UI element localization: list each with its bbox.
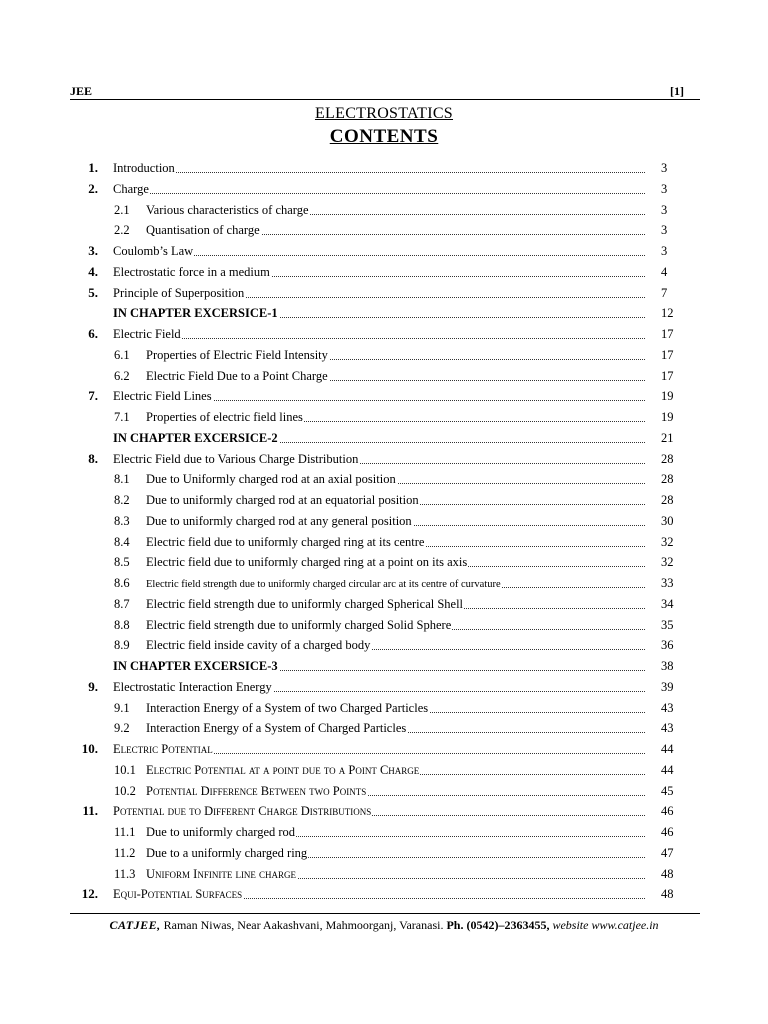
toc-entry — [146, 843, 645, 863]
header-rule — [70, 99, 700, 100]
toc-entry — [113, 739, 645, 759]
toc-section-number: 7. — [88, 388, 98, 404]
toc-page-number: 44 — [661, 762, 674, 777]
toc-entry-title: Electric Field Due to a Point Charge — [146, 368, 328, 383]
toc-entry-title: IN CHAPTER EXCERSICE-3 — [113, 659, 278, 673]
toc-subsection-number: 10.1 — [114, 762, 136, 777]
toc-page-number: 7 — [661, 285, 668, 300]
toc-entry-title: Charge — [113, 181, 149, 196]
toc-subsection-number: 8.9 — [114, 638, 130, 653]
toc-entry-title: Electrostatic force in a medium — [113, 264, 270, 279]
dot-leader — [113, 172, 645, 173]
toc-entry-title: Electric field strength due to uniformly charged Solid Sphere — [146, 617, 452, 632]
toc-row[interactable] — [0, 843, 768, 863]
toc-row[interactable] — [0, 386, 768, 406]
toc-row[interactable] — [0, 303, 768, 323]
toc-entry — [146, 698, 645, 718]
toc-section-number: 12. — [81, 886, 98, 902]
toc-entry-title: Properties of Electric Field Intensity — [146, 347, 328, 362]
toc-page-number: 17 — [661, 327, 674, 341]
toc-entry-title: Quantisation of charge — [146, 223, 260, 238]
toc-row[interactable] — [0, 449, 768, 469]
toc-subsection-number: 8.1 — [114, 472, 130, 487]
toc-section-number: 10. — [81, 741, 98, 756]
toc-section-number: 5. — [88, 284, 98, 300]
toc-entry — [146, 200, 645, 220]
toc-page-number: 32 — [661, 534, 674, 549]
toc-entry-title: Uniform Infinite line charge — [146, 866, 297, 881]
header-left: JEE — [70, 84, 93, 98]
toc-row[interactable] — [0, 760, 768, 780]
toc-section-number: 8. — [88, 450, 98, 466]
toc-entry-title: Electric field inside cavity of a charged body — [146, 638, 371, 653]
toc-subsection-number: 10.2 — [114, 783, 136, 798]
toc-page-number: 28 — [661, 493, 674, 507]
toc-entry-title: Principle of Superposition — [113, 285, 245, 300]
toc-page-number: 43 — [661, 721, 674, 736]
toc-row[interactable] — [0, 158, 768, 178]
toc-entry-title: Electric Potential — [113, 742, 213, 756]
toc-entry — [113, 158, 645, 178]
page-footer — [0, 918, 768, 933]
toc-entry — [146, 864, 645, 884]
toc-entry-title: Interaction Energy of a System of two Charged Particles — [146, 700, 429, 715]
toc-subsection-number: 2.1 — [114, 202, 130, 217]
toc-entry — [146, 635, 645, 655]
toc-row[interactable] — [0, 200, 768, 220]
toc-page-number: 4 — [661, 264, 668, 279]
toc-row[interactable] — [0, 428, 768, 448]
toc-entry-title: Potential due to Different Charge Distributions — [113, 804, 372, 819]
toc-entry-title: Various characteristics of charge — [146, 202, 309, 217]
toc-subsection-number: 11.2 — [114, 845, 136, 860]
toc-subsection-number: 8.5 — [114, 555, 130, 570]
toc-row[interactable] — [0, 573, 768, 593]
footer-brand: CATJEE, — [109, 918, 161, 932]
toc-entry-title: Equi-Potential Surfaces — [113, 887, 243, 902]
toc-page-number: 43 — [661, 700, 674, 715]
toc-row[interactable] — [0, 220, 768, 240]
toc-row[interactable] — [0, 552, 768, 572]
toc-row[interactable] — [0, 469, 768, 489]
toc-row[interactable] — [0, 718, 768, 738]
toc-entry — [146, 594, 645, 614]
toc-row[interactable] — [0, 822, 768, 842]
toc-page-number: 3 — [661, 161, 668, 175]
toc-subsection-number: 8.4 — [114, 534, 130, 549]
toc-section-number: 9. — [88, 678, 98, 694]
toc-entry-title: Potential Difference Between two Points — [146, 783, 367, 798]
toc-subsection-number: 2.2 — [114, 223, 130, 238]
toc-entry — [146, 469, 645, 489]
toc-page-number: 30 — [661, 513, 674, 528]
toc-entry — [113, 428, 645, 448]
toc-entry — [146, 366, 645, 386]
toc-page-number: 3 — [661, 202, 668, 217]
toc-row[interactable] — [0, 283, 768, 303]
toc-row[interactable] — [0, 864, 768, 884]
toc-row[interactable] — [0, 407, 768, 427]
toc-entry-title: Electric Potential at a point due to a Point Charge — [146, 762, 420, 777]
toc-entry — [146, 490, 645, 510]
toc-row[interactable] — [0, 615, 768, 635]
toc-page-number: 3 — [661, 244, 668, 258]
toc-page-number: 39 — [661, 679, 674, 694]
toc-row[interactable] — [0, 532, 768, 552]
toc-entry — [113, 324, 645, 344]
toc-row[interactable] — [0, 262, 768, 282]
toc-row[interactable] — [0, 801, 768, 821]
toc-entry — [113, 179, 645, 199]
toc-subsection-number: 8.2 — [114, 493, 130, 507]
toc-entry — [113, 801, 645, 821]
toc-page-number: 28 — [661, 451, 674, 466]
toc-page-number: 12 — [661, 306, 674, 321]
toc-entry-title: Due to a uniformly charged ring — [146, 845, 308, 860]
toc-entry — [146, 407, 645, 427]
toc-entry-title: Due to Uniformly charged rod at an axial position — [146, 472, 396, 487]
toc-entry — [146, 532, 645, 552]
toc-page-number: 44 — [661, 742, 674, 756]
toc-page-number: 33 — [661, 576, 674, 590]
toc-page-number: 48 — [661, 866, 674, 881]
toc-entry-title: IN CHAPTER EXCERSICE-2 — [113, 430, 278, 445]
toc-page-number: 34 — [661, 596, 674, 611]
toc-row[interactable] — [0, 635, 768, 655]
toc-row[interactable] — [0, 366, 768, 386]
toc-subsection-number: 9.2 — [114, 721, 130, 736]
subject-title: ELECTROSTATICS — [314, 105, 454, 122]
dot-leader — [113, 338, 645, 339]
toc-row[interactable] — [0, 511, 768, 531]
toc-page-number: 36 — [661, 638, 674, 653]
toc-subsection-number: 7.1 — [114, 410, 130, 424]
toc-entry-title: Due to uniformly charged rod — [146, 825, 296, 839]
toc-entry-title: Interaction Energy of a System of Charged Particles — [146, 721, 407, 736]
toc-entry-title: Electric field strength due to uniformly charged circular arc at its centre of curvature — [146, 579, 501, 590]
toc-entry — [146, 760, 645, 780]
toc-entry — [146, 718, 645, 738]
toc-entry-title: Due to uniformly charged rod at any general position — [146, 513, 412, 528]
toc-entry-title: Electric Field — [113, 327, 181, 341]
toc-subsection-number: 8.3 — [114, 513, 130, 528]
toc-entry — [146, 615, 645, 635]
toc-entry-title: Due to uniformly charged rod at an equatorial position — [146, 493, 419, 507]
toc-section-number: 11. — [82, 803, 98, 819]
toc-entry — [113, 656, 645, 676]
toc-entry — [146, 573, 645, 593]
toc-subsection-number: 8.7 — [114, 596, 130, 611]
page-header — [70, 84, 698, 100]
toc-entry-title: Electric field strength due to uniformly charged Spherical Shell — [146, 596, 464, 611]
toc-entry — [113, 677, 645, 697]
toc-entry-title: Electric Field due to Various Charge Distribution — [113, 451, 359, 466]
toc-entry — [113, 262, 645, 282]
toc-entry — [146, 511, 645, 531]
toc-page-number: 38 — [661, 659, 674, 673]
toc-entry-title: Electric Field Lines — [113, 389, 212, 404]
toc-entry — [146, 552, 645, 572]
toc-section-number: 1. — [88, 160, 98, 175]
toc-page-number: 48 — [661, 887, 674, 902]
toc-row[interactable] — [0, 241, 768, 261]
toc-row[interactable] — [0, 594, 768, 614]
toc-entry — [113, 884, 645, 904]
toc-row[interactable] — [0, 884, 768, 904]
toc-subsection-number: 6.1 — [114, 347, 130, 362]
footer-phone: Ph. (0542)–2363455, — [446, 918, 550, 932]
toc-page-number: 19 — [661, 410, 674, 424]
toc-page-number: 19 — [661, 389, 674, 404]
toc-page-number: 28 — [661, 472, 674, 487]
toc-page-number: 32 — [661, 555, 674, 570]
toc-entry — [146, 345, 645, 365]
toc-entry-title: Electrostatic Interaction Energy — [113, 679, 272, 694]
toc-page-number: 46 — [661, 825, 674, 839]
toc-entry — [146, 220, 645, 240]
toc-row[interactable] — [0, 677, 768, 697]
toc-row[interactable] — [0, 656, 768, 676]
toc-page-number: 45 — [661, 783, 674, 798]
toc-row[interactable] — [0, 179, 768, 199]
toc-section-number: 3. — [88, 243, 98, 258]
toc-row[interactable] — [0, 490, 768, 510]
toc-entry — [113, 386, 645, 406]
toc-page-number: 47 — [661, 845, 674, 860]
page-number: [1] — [670, 84, 684, 98]
toc-page-number: 3 — [661, 223, 668, 238]
toc-subsection-number: 9.1 — [114, 700, 130, 715]
toc-entry-title: Properties of electric field lines — [146, 410, 303, 424]
toc-subsection-number: 8.6 — [114, 576, 130, 590]
toc-entry-title: IN CHAPTER EXCERSICE-1 — [113, 306, 278, 321]
toc-subsection-number: 8.8 — [114, 617, 130, 632]
toc-entry-title: Coulomb’s Law — [113, 244, 194, 258]
footer-rule — [70, 913, 700, 914]
toc-row[interactable] — [0, 739, 768, 759]
toc-subsection-number: 6.2 — [114, 368, 130, 383]
toc-entry-title: Electric field due to uniformly charged ring at a point on its axis — [146, 555, 468, 570]
toc-page-number: 46 — [661, 804, 674, 819]
toc-entry — [113, 303, 645, 323]
toc-row[interactable] — [0, 324, 768, 344]
toc-row[interactable] — [0, 345, 768, 365]
toc-entry — [146, 822, 645, 842]
toc-entry — [113, 241, 645, 261]
toc-entry — [113, 283, 645, 303]
toc-entry-title: Electric field due to uniformly charged ring at its centre — [146, 534, 425, 549]
toc-page-number: 3 — [661, 181, 668, 196]
contents-heading: CONTENTS — [329, 126, 439, 147]
toc-subsection-number: 11.3 — [114, 866, 136, 881]
toc-page-number: 17 — [661, 368, 674, 383]
footer-website: website www.catjee.in — [552, 918, 659, 932]
toc-row[interactable] — [0, 698, 768, 718]
toc-entry — [146, 781, 645, 801]
toc-section-number: 6. — [88, 326, 98, 341]
toc-section-number: 2. — [88, 180, 98, 196]
toc-section-number: 4. — [88, 263, 98, 279]
toc-page-number: 35 — [661, 617, 674, 632]
toc-page-number: 21 — [661, 430, 674, 445]
toc-row[interactable] — [0, 781, 768, 801]
footer-address: Raman Niwas, Near Aakashvani, Mahmoorganj, Varanasi. — [163, 918, 444, 932]
toc-subsection-number: 11.1 — [114, 825, 136, 839]
toc-page-number: 17 — [661, 347, 674, 362]
toc-entry-title: Introduction — [113, 161, 175, 175]
toc-entry — [113, 449, 645, 469]
dot-leader — [113, 193, 645, 194]
